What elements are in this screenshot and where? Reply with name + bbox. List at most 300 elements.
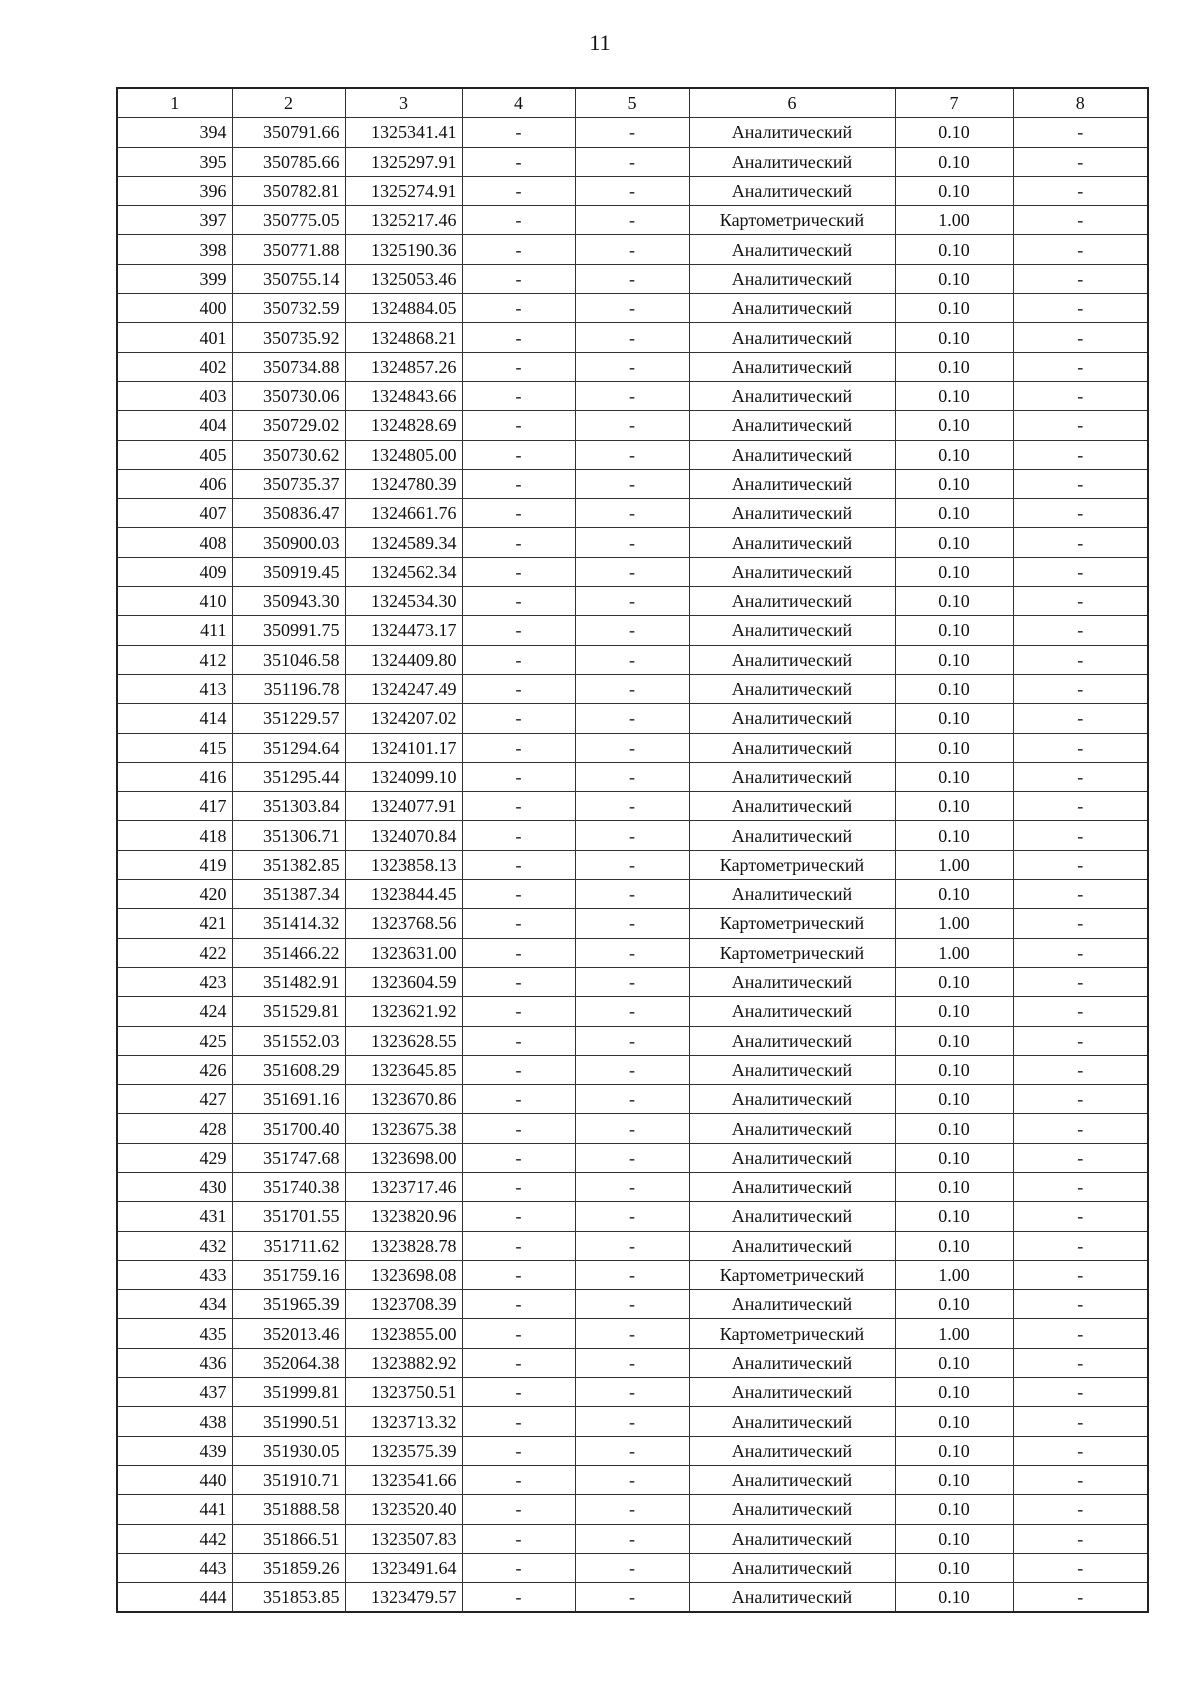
- accuracy-cell: 0.10: [895, 323, 1013, 352]
- y-coordinate-cell: 1324857.26: [345, 352, 462, 381]
- y-coordinate-cell: 1323858.13: [345, 850, 462, 879]
- point-number-cell: 417: [117, 792, 232, 821]
- point-number-cell: 442: [117, 1524, 232, 1553]
- method-cell: Аналитический: [689, 1407, 895, 1436]
- col8-cell: -: [1013, 880, 1148, 909]
- col8-cell: -: [1013, 1085, 1148, 1114]
- col4-cell: -: [462, 1465, 575, 1494]
- table-row: [117, 118, 1148, 147]
- point-number-cell: 402: [117, 352, 232, 381]
- col4-cell: -: [462, 1553, 575, 1582]
- col5-cell: -: [575, 616, 689, 645]
- x-coordinate-cell: 351387.34: [232, 880, 345, 909]
- x-coordinate-cell: 351196.78: [232, 674, 345, 703]
- x-coordinate-cell: 351866.51: [232, 1524, 345, 1553]
- point-number-cell: 412: [117, 645, 232, 674]
- col4-cell: -: [462, 294, 575, 323]
- x-coordinate-cell: 351990.51: [232, 1407, 345, 1436]
- table-row: [117, 352, 1148, 381]
- y-coordinate-cell: 1323479.57: [345, 1583, 462, 1613]
- method-cell: Аналитический: [689, 645, 895, 674]
- accuracy-cell: 0.10: [895, 733, 1013, 762]
- col5-cell: -: [575, 323, 689, 352]
- col5-cell: -: [575, 528, 689, 557]
- method-cell: Аналитический: [689, 733, 895, 762]
- method-cell: Аналитический: [689, 1026, 895, 1055]
- table-row: [117, 1524, 1148, 1553]
- col4-cell: -: [462, 674, 575, 703]
- col8-cell: -: [1013, 381, 1148, 410]
- column-header: 7: [895, 88, 1013, 118]
- method-cell: Аналитический: [689, 674, 895, 703]
- point-number-cell: 435: [117, 1319, 232, 1348]
- col4-cell: -: [462, 1495, 575, 1524]
- col8-cell: -: [1013, 440, 1148, 469]
- table-row: [117, 206, 1148, 235]
- col4-cell: -: [462, 909, 575, 938]
- col8-cell: -: [1013, 587, 1148, 616]
- col4-cell: -: [462, 1290, 575, 1319]
- table-row: [117, 1378, 1148, 1407]
- col4-cell: -: [462, 1319, 575, 1348]
- col4-cell: -: [462, 381, 575, 410]
- x-coordinate-cell: 351414.32: [232, 909, 345, 938]
- col8-cell: -: [1013, 1231, 1148, 1260]
- table-row: [117, 1085, 1148, 1114]
- table-row: [117, 997, 1148, 1026]
- table-row: [117, 704, 1148, 733]
- method-cell: Картометрический: [689, 938, 895, 967]
- col4-cell: -: [462, 1172, 575, 1201]
- y-coordinate-cell: 1323675.38: [345, 1114, 462, 1143]
- point-number-cell: 397: [117, 206, 232, 235]
- method-cell: Картометрический: [689, 1260, 895, 1289]
- point-number-cell: 423: [117, 967, 232, 996]
- col5-cell: -: [575, 1553, 689, 1582]
- col5-cell: -: [575, 850, 689, 879]
- col5-cell: -: [575, 352, 689, 381]
- table-row: [117, 469, 1148, 498]
- method-cell: Аналитический: [689, 1114, 895, 1143]
- col5-cell: -: [575, 557, 689, 586]
- point-number-cell: 433: [117, 1260, 232, 1289]
- header-row: [117, 88, 1148, 118]
- column-header: 3: [345, 88, 462, 118]
- col5-cell: -: [575, 967, 689, 996]
- x-coordinate-cell: 350991.75: [232, 616, 345, 645]
- x-coordinate-cell: 351740.38: [232, 1172, 345, 1201]
- col4-cell: -: [462, 264, 575, 293]
- x-coordinate-cell: 352064.38: [232, 1348, 345, 1377]
- x-coordinate-cell: 351747.68: [232, 1143, 345, 1172]
- column-header: 2: [232, 88, 345, 118]
- x-coordinate-cell: 350730.06: [232, 381, 345, 410]
- table-row: [117, 1172, 1148, 1201]
- col4-cell: -: [462, 1143, 575, 1172]
- y-coordinate-cell: 1323698.08: [345, 1260, 462, 1289]
- method-cell: Картометрический: [689, 850, 895, 879]
- y-coordinate-cell: 1323717.46: [345, 1172, 462, 1201]
- y-coordinate-cell: 1323768.56: [345, 909, 462, 938]
- table-row: [117, 1290, 1148, 1319]
- x-coordinate-cell: 350729.02: [232, 411, 345, 440]
- y-coordinate-cell: 1323621.92: [345, 997, 462, 1026]
- method-cell: Аналитический: [689, 1495, 895, 1524]
- accuracy-cell: 0.10: [895, 528, 1013, 557]
- accuracy-cell: 0.10: [895, 469, 1013, 498]
- point-number-cell: 403: [117, 381, 232, 410]
- x-coordinate-cell: 351466.22: [232, 938, 345, 967]
- col5-cell: -: [575, 264, 689, 293]
- table-row: [117, 1319, 1148, 1348]
- col8-cell: -: [1013, 1290, 1148, 1319]
- y-coordinate-cell: 1324589.34: [345, 528, 462, 557]
- col8-cell: -: [1013, 645, 1148, 674]
- col5-cell: -: [575, 1319, 689, 1348]
- col5-cell: -: [575, 821, 689, 850]
- point-number-cell: 406: [117, 469, 232, 498]
- point-number-cell: 427: [117, 1085, 232, 1114]
- x-coordinate-cell: 351930.05: [232, 1436, 345, 1465]
- point-number-cell: 437: [117, 1378, 232, 1407]
- accuracy-cell: 0.10: [895, 411, 1013, 440]
- point-number-cell: 407: [117, 499, 232, 528]
- col4-cell: -: [462, 1055, 575, 1084]
- x-coordinate-cell: 350900.03: [232, 528, 345, 557]
- col5-cell: -: [575, 1143, 689, 1172]
- point-number-cell: 416: [117, 762, 232, 791]
- y-coordinate-cell: 1324207.02: [345, 704, 462, 733]
- col4-cell: -: [462, 557, 575, 586]
- col8-cell: -: [1013, 557, 1148, 586]
- col8-cell: -: [1013, 1495, 1148, 1524]
- y-coordinate-cell: 1323541.66: [345, 1465, 462, 1494]
- method-cell: Аналитический: [689, 1553, 895, 1582]
- col4-cell: -: [462, 206, 575, 235]
- col4-cell: -: [462, 587, 575, 616]
- table-row: [117, 1026, 1148, 1055]
- accuracy-cell: 0.10: [895, 1055, 1013, 1084]
- x-coordinate-cell: 351046.58: [232, 645, 345, 674]
- col8-cell: -: [1013, 850, 1148, 879]
- x-coordinate-cell: 351888.58: [232, 1495, 345, 1524]
- col5-cell: -: [575, 909, 689, 938]
- col8-cell: -: [1013, 1026, 1148, 1055]
- y-coordinate-cell: 1323820.96: [345, 1202, 462, 1231]
- point-number-cell: 405: [117, 440, 232, 469]
- x-coordinate-cell: 350943.30: [232, 587, 345, 616]
- accuracy-cell: 0.10: [895, 294, 1013, 323]
- col4-cell: -: [462, 880, 575, 909]
- method-cell: Аналитический: [689, 147, 895, 176]
- col5-cell: -: [575, 704, 689, 733]
- col5-cell: -: [575, 733, 689, 762]
- col8-cell: -: [1013, 528, 1148, 557]
- accuracy-cell: 0.10: [895, 1407, 1013, 1436]
- x-coordinate-cell: 351608.29: [232, 1055, 345, 1084]
- y-coordinate-cell: 1324099.10: [345, 762, 462, 791]
- y-coordinate-cell: 1324828.69: [345, 411, 462, 440]
- table-row: [117, 733, 1148, 762]
- point-number-cell: 408: [117, 528, 232, 557]
- accuracy-cell: 0.10: [895, 352, 1013, 381]
- y-coordinate-cell: 1323708.39: [345, 1290, 462, 1319]
- col8-cell: -: [1013, 1583, 1148, 1613]
- x-coordinate-cell: 351303.84: [232, 792, 345, 821]
- method-cell: Аналитический: [689, 440, 895, 469]
- col8-cell: -: [1013, 323, 1148, 352]
- col5-cell: -: [575, 587, 689, 616]
- col8-cell: -: [1013, 674, 1148, 703]
- col8-cell: -: [1013, 938, 1148, 967]
- col5-cell: -: [575, 1465, 689, 1494]
- x-coordinate-cell: 351482.91: [232, 967, 345, 996]
- y-coordinate-cell: 1323750.51: [345, 1378, 462, 1407]
- x-coordinate-cell: 351701.55: [232, 1202, 345, 1231]
- accuracy-cell: 1.00: [895, 1319, 1013, 1348]
- x-coordinate-cell: 350782.81: [232, 176, 345, 205]
- col8-cell: -: [1013, 909, 1148, 938]
- col5-cell: -: [575, 147, 689, 176]
- method-cell: Аналитический: [689, 1085, 895, 1114]
- x-coordinate-cell: 350734.88: [232, 352, 345, 381]
- point-number-cell: 422: [117, 938, 232, 967]
- col8-cell: -: [1013, 1172, 1148, 1201]
- accuracy-cell: 0.10: [895, 1495, 1013, 1524]
- table-row: [117, 1055, 1148, 1084]
- table-row: [117, 235, 1148, 264]
- accuracy-cell: 0.10: [895, 235, 1013, 264]
- col4-cell: -: [462, 1348, 575, 1377]
- accuracy-cell: 0.10: [895, 1465, 1013, 1494]
- point-number-cell: 426: [117, 1055, 232, 1084]
- method-cell: Аналитический: [689, 118, 895, 147]
- accuracy-cell: 0.10: [895, 1143, 1013, 1172]
- accuracy-cell: 0.10: [895, 1231, 1013, 1260]
- point-number-cell: 420: [117, 880, 232, 909]
- y-coordinate-cell: 1323628.55: [345, 1026, 462, 1055]
- point-number-cell: 441: [117, 1495, 232, 1524]
- accuracy-cell: 0.10: [895, 792, 1013, 821]
- point-number-cell: 414: [117, 704, 232, 733]
- col4-cell: -: [462, 1114, 575, 1143]
- method-cell: Аналитический: [689, 1583, 895, 1613]
- method-cell: Аналитический: [689, 1055, 895, 1084]
- y-coordinate-cell: 1324780.39: [345, 469, 462, 498]
- x-coordinate-cell: 351759.16: [232, 1260, 345, 1289]
- col5-cell: -: [575, 206, 689, 235]
- col4-cell: -: [462, 352, 575, 381]
- col5-cell: -: [575, 440, 689, 469]
- point-number-cell: 430: [117, 1172, 232, 1201]
- accuracy-cell: 0.10: [895, 1202, 1013, 1231]
- accuracy-cell: 0.10: [895, 997, 1013, 1026]
- col8-cell: -: [1013, 792, 1148, 821]
- accuracy-cell: 0.10: [895, 616, 1013, 645]
- col5-cell: -: [575, 118, 689, 147]
- col5-cell: -: [575, 1260, 689, 1289]
- method-cell: Картометрический: [689, 909, 895, 938]
- col5-cell: -: [575, 1114, 689, 1143]
- method-cell: Аналитический: [689, 821, 895, 850]
- method-cell: Аналитический: [689, 616, 895, 645]
- point-number-cell: 438: [117, 1407, 232, 1436]
- y-coordinate-cell: 1323575.39: [345, 1436, 462, 1465]
- table-row: [117, 557, 1148, 586]
- col8-cell: -: [1013, 235, 1148, 264]
- col5-cell: -: [575, 1348, 689, 1377]
- method-cell: Аналитический: [689, 469, 895, 498]
- accuracy-cell: 0.10: [895, 147, 1013, 176]
- col5-cell: -: [575, 1026, 689, 1055]
- col5-cell: -: [575, 1436, 689, 1465]
- col5-cell: -: [575, 938, 689, 967]
- col4-cell: -: [462, 1436, 575, 1465]
- col4-cell: -: [462, 821, 575, 850]
- accuracy-cell: 0.10: [895, 176, 1013, 205]
- table-row: [117, 264, 1148, 293]
- y-coordinate-cell: 1323855.00: [345, 1319, 462, 1348]
- col4-cell: -: [462, 850, 575, 879]
- point-number-cell: 434: [117, 1290, 232, 1319]
- col5-cell: -: [575, 1524, 689, 1553]
- method-cell: Аналитический: [689, 528, 895, 557]
- y-coordinate-cell: 1324884.05: [345, 294, 462, 323]
- point-number-cell: 429: [117, 1143, 232, 1172]
- x-coordinate-cell: 351295.44: [232, 762, 345, 791]
- accuracy-cell: 1.00: [895, 938, 1013, 967]
- y-coordinate-cell: 1324077.91: [345, 792, 462, 821]
- y-coordinate-cell: 1323631.00: [345, 938, 462, 967]
- x-coordinate-cell: 351853.85: [232, 1583, 345, 1613]
- col8-cell: -: [1013, 1436, 1148, 1465]
- table-row: [117, 294, 1148, 323]
- col8-cell: -: [1013, 1465, 1148, 1494]
- accuracy-cell: 1.00: [895, 850, 1013, 879]
- method-cell: Аналитический: [689, 1465, 895, 1494]
- column-header: 6: [689, 88, 895, 118]
- method-cell: Аналитический: [689, 704, 895, 733]
- method-cell: Картометрический: [689, 1319, 895, 1348]
- col5-cell: -: [575, 469, 689, 498]
- col5-cell: -: [575, 1495, 689, 1524]
- method-cell: Аналитический: [689, 1231, 895, 1260]
- method-cell: Аналитический: [689, 235, 895, 264]
- col5-cell: -: [575, 792, 689, 821]
- table-row: [117, 1553, 1148, 1582]
- col4-cell: -: [462, 997, 575, 1026]
- method-cell: Аналитический: [689, 587, 895, 616]
- y-coordinate-cell: 1324661.76: [345, 499, 462, 528]
- col5-cell: -: [575, 411, 689, 440]
- method-cell: Аналитический: [689, 499, 895, 528]
- x-coordinate-cell: 351552.03: [232, 1026, 345, 1055]
- table-row: [117, 967, 1148, 996]
- method-cell: Аналитический: [689, 967, 895, 996]
- y-coordinate-cell: 1325217.46: [345, 206, 462, 235]
- method-cell: Аналитический: [689, 1378, 895, 1407]
- accuracy-cell: 0.10: [895, 967, 1013, 996]
- col4-cell: -: [462, 147, 575, 176]
- col4-cell: -: [462, 1202, 575, 1231]
- y-coordinate-cell: 1325341.41: [345, 118, 462, 147]
- x-coordinate-cell: 351382.85: [232, 850, 345, 879]
- col4-cell: -: [462, 411, 575, 440]
- col5-cell: -: [575, 1172, 689, 1201]
- y-coordinate-cell: 1323713.32: [345, 1407, 462, 1436]
- method-cell: Аналитический: [689, 264, 895, 293]
- table-row: [117, 499, 1148, 528]
- accuracy-cell: 0.10: [895, 1172, 1013, 1201]
- x-coordinate-cell: 350836.47: [232, 499, 345, 528]
- point-number-cell: 400: [117, 294, 232, 323]
- table-row: [117, 1143, 1148, 1172]
- col4-cell: -: [462, 1260, 575, 1289]
- method-cell: Аналитический: [689, 176, 895, 205]
- point-number-cell: 431: [117, 1202, 232, 1231]
- coordinates-table: [116, 87, 1149, 1613]
- y-coordinate-cell: 1324247.49: [345, 674, 462, 703]
- y-coordinate-cell: 1323670.86: [345, 1085, 462, 1114]
- point-number-cell: 410: [117, 587, 232, 616]
- y-coordinate-cell: 1323491.64: [345, 1553, 462, 1582]
- method-cell: Аналитический: [689, 762, 895, 791]
- table-row: [117, 616, 1148, 645]
- col4-cell: -: [462, 1524, 575, 1553]
- col5-cell: -: [575, 1055, 689, 1084]
- point-number-cell: 396: [117, 176, 232, 205]
- page-number: 11: [589, 30, 611, 55]
- accuracy-cell: 0.10: [895, 1583, 1013, 1613]
- point-number-cell: 419: [117, 850, 232, 879]
- method-cell: Аналитический: [689, 557, 895, 586]
- table-row: [117, 645, 1148, 674]
- col8-cell: -: [1013, 1143, 1148, 1172]
- y-coordinate-cell: 1323507.83: [345, 1524, 462, 1553]
- col4-cell: -: [462, 792, 575, 821]
- col4-cell: -: [462, 528, 575, 557]
- point-number-cell: 415: [117, 733, 232, 762]
- x-coordinate-cell: 351859.26: [232, 1553, 345, 1582]
- x-coordinate-cell: 352013.46: [232, 1319, 345, 1348]
- x-coordinate-cell: 350755.14: [232, 264, 345, 293]
- point-number-cell: 424: [117, 997, 232, 1026]
- accuracy-cell: 0.10: [895, 821, 1013, 850]
- table-row: [117, 440, 1148, 469]
- point-number-cell: 404: [117, 411, 232, 440]
- method-cell: Аналитический: [689, 411, 895, 440]
- col4-cell: -: [462, 440, 575, 469]
- col5-cell: -: [575, 1378, 689, 1407]
- point-number-cell: 418: [117, 821, 232, 850]
- table-row: [117, 587, 1148, 616]
- accuracy-cell: 0.10: [895, 264, 1013, 293]
- y-coordinate-cell: 1324805.00: [345, 440, 462, 469]
- col8-cell: -: [1013, 294, 1148, 323]
- y-coordinate-cell: 1323604.59: [345, 967, 462, 996]
- col4-cell: -: [462, 1231, 575, 1260]
- table-row: [117, 1114, 1148, 1143]
- col5-cell: -: [575, 1085, 689, 1114]
- col4-cell: -: [462, 616, 575, 645]
- col8-cell: -: [1013, 1348, 1148, 1377]
- accuracy-cell: 0.10: [895, 499, 1013, 528]
- col8-cell: -: [1013, 499, 1148, 528]
- point-number-cell: 440: [117, 1465, 232, 1494]
- col4-cell: -: [462, 1407, 575, 1436]
- x-coordinate-cell: 351965.39: [232, 1290, 345, 1319]
- col8-cell: -: [1013, 1407, 1148, 1436]
